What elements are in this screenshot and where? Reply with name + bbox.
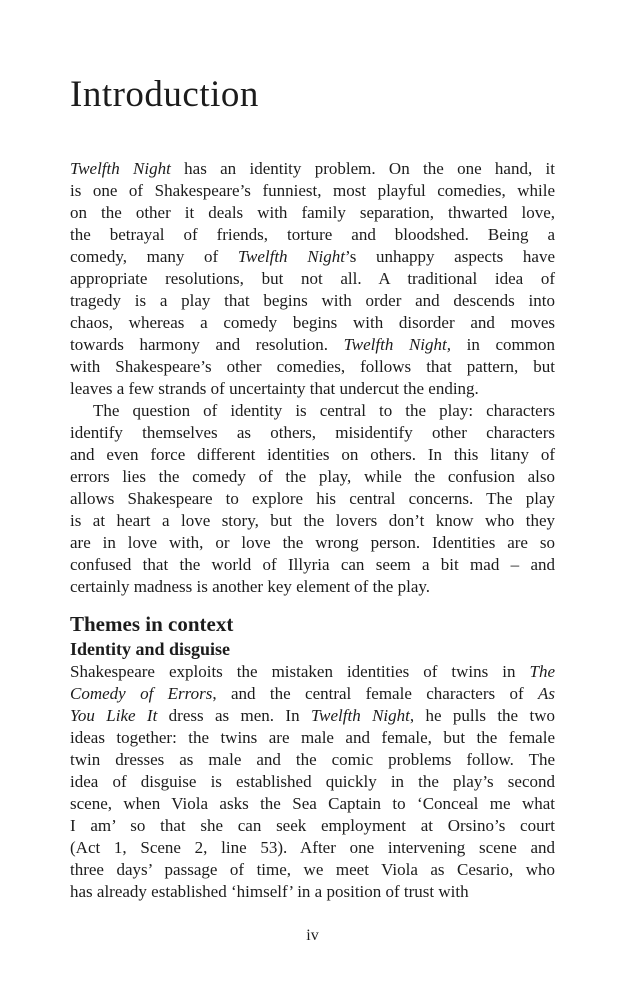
text-line: towards harmony and resolution. Twelfth Night, in common (70, 335, 555, 354)
text-line: scene, when Viola asks the Sea Captain to ‘Conceal me what (70, 794, 555, 813)
text-line: is at heart a love story, but the lovers don’t know who they (70, 511, 555, 530)
text-line: Shakespeare exploits the mistaken identities of twins in The (70, 662, 555, 681)
text-line: three days’ passage of time, we meet Viola as Cesario, who (70, 860, 555, 879)
text-line: with Shakespeare’s other comedies, follows that pattern, but (70, 357, 555, 376)
text-line: I am’ so that she can seek employment at Orsino’s court (70, 816, 555, 835)
text-line: (Act 1, Scene 2, line 53). After one intervening scene and (70, 838, 555, 857)
text-line: Comedy of Errors, and the central female characters of As (70, 684, 555, 703)
text-line: tragedy is a play that begins with order and descends into (70, 291, 555, 310)
text-line: ideas together: the twins are male and female, but the female (70, 728, 555, 747)
text-line: identify themselves as others, misidentify other characters (70, 423, 555, 442)
text-line: on the other it deals with family separation, thwarted love, (70, 203, 555, 222)
text-line: Twelfth Night has an identity problem. On the one hand, it (70, 159, 555, 178)
text-line: is one of Shakespeare’s funniest, most playful comedies, while (70, 181, 555, 200)
text-line: idea of disguise is established quickly in the play’s second (70, 772, 555, 791)
text-line: are in love with, or love the wrong person. Identities are so (70, 533, 555, 552)
paragraph-question-of-identity (70, 400, 555, 598)
text-line: The question of identity is central to the play: characters (93, 401, 555, 420)
page-body (70, 158, 555, 947)
chapter-title: Introduction (70, 74, 259, 115)
text-line: the betrayal of friends, torture and bloodshed. Being a (70, 225, 555, 244)
text-line: comedy, many of Twelfth Night’s unhappy aspects have (70, 247, 555, 266)
subsection-heading-identity-disguise: Identity and disguise (70, 639, 231, 659)
paragraph-identity-and-disguise (70, 661, 555, 903)
text-line: appropriate resolutions, but not all. A traditional idea of (70, 269, 555, 288)
text-line: certainly madness is another key element of the play. (70, 577, 431, 596)
page-number: iv (306, 927, 319, 944)
text-line: allows Shakespeare to explore his central concerns. The play (70, 489, 555, 508)
section-heading-themes: Themes in context (70, 612, 234, 636)
paragraph-identity-problem (70, 158, 555, 400)
text-line: errors lies the comedy of the play, while the confusion also (70, 467, 555, 486)
text-line: chaos, whereas a comedy begins with disorder and moves (70, 313, 555, 332)
text-line: and even force different identities on others. In this litany of (70, 445, 555, 464)
text-line: twin dresses as male and the comic problems follow. The (70, 750, 555, 769)
text-line: leaves a few strands of uncertainty that undercut the ending. (70, 379, 479, 398)
text-line: You Like It dress as men. In Twelfth Night, he pulls the two (70, 706, 555, 725)
text-line: has already established ‘himself’ in a position of trust with (70, 882, 469, 901)
text-line: confused that the world of Illyria can seem a bit mad – and (70, 555, 555, 574)
